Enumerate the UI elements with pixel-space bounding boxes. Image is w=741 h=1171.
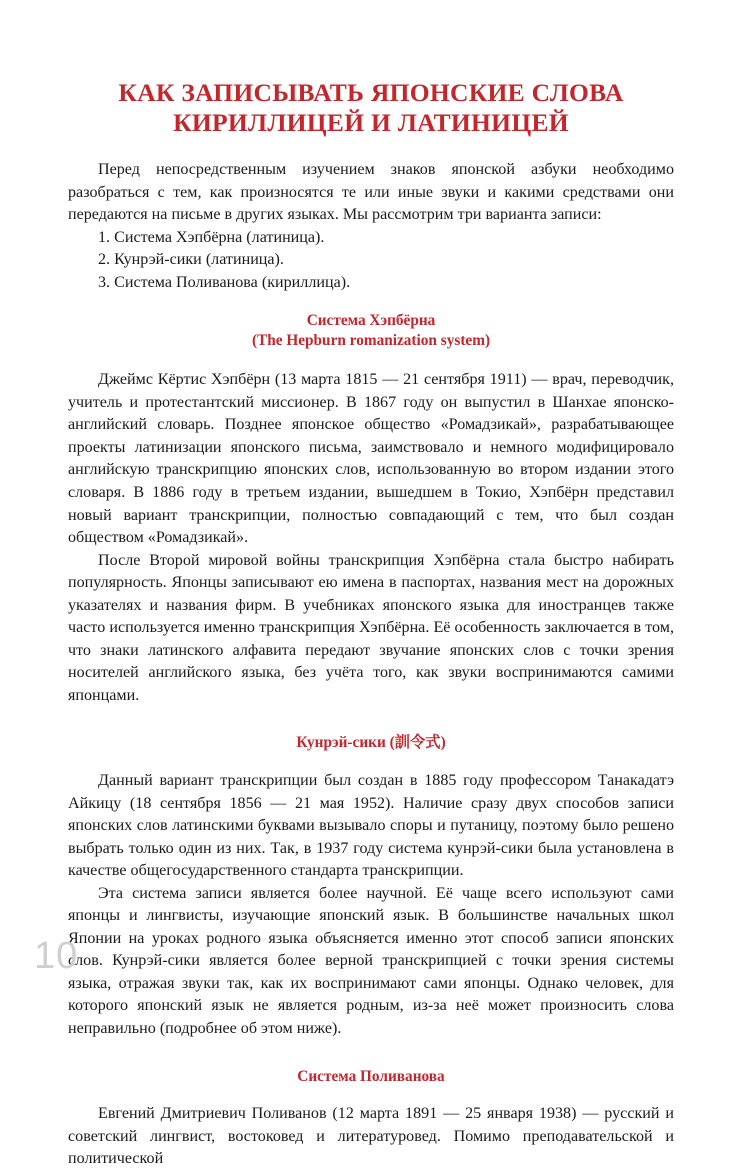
list-item: 3. Система Поливанова (кириллица). xyxy=(98,273,351,291)
spacer xyxy=(68,753,674,770)
section-heading-line-2: (The Hepburn romanization system) xyxy=(251,331,491,349)
page-title-line-1: КАК ЗАПИСЫВАТЬ ЯПОНСКИЕ СЛОВА xyxy=(118,78,624,107)
list-item: 2. Кунрэй-сики (латиница). xyxy=(98,251,284,269)
intro-paragraph: Перед непосредственным изучением знаков японской азбуки необходимо разобраться с тем, как произносятся те или иные звуки и какими средствами они передаются на письме в других языках. Мы рассмотрим три варианта записи: xyxy=(68,161,674,224)
kunrei-paragraph-2: Эта система записи является более научной. Её чаще всего используют сами японцы и лингвисты, изучающие японский язык. В большинстве начальных школ Японии на уроках родного языка объясняется именно этот способ записи японских слов. Кунрэй-сики является более верной транскрипцией с точки зрения системы языка, отражая звуки так, как их воспринимают сами японцы. Однако человек, для которого японский язык не является родным, из-за неё может произносить слова неправильно (подробнее об этом ниже). xyxy=(68,884,674,1037)
spacer xyxy=(68,350,674,369)
section-heading-line-1: Кунрэй-сики (訓令式) xyxy=(296,734,446,752)
kunrei-paragraph-1: Данный вариант транскрипции был создан в 1885 году профессором Танакадатэ Айкицу (18 сентября 1856 — 21 мая 1952). Наличие сразу двух способов записи японских слов латинскими буквами вызывало споры и путаницу, поэтому было решено выбрать только один из них. Так, в 1937 году система кунрэй-сики была установлена в качестве общегосударственного стандарта транскрипции. xyxy=(68,771,674,880)
hepburn-paragraph-1: Джеймс Кёртис Хэпбёрн (13 марта 1815 — 21 сентября 1911) — врач, переводчик, учитель и протестантский миссионер. В 1867 году он выпустил в Шанхае японско-английский словарь. Позднее японское общество «Ромадзикай», разрабатывающее проекты латинизации японского письма, заимствовало и немного модифицировало английскую транскрипцию японских слов, использованную во втором издании этого словаря. В 1886 году в третьем издании, вышедшем в Токио, Хэпбёрн представил новый вариант транскрипции, полностью совпадающий с тем, что был создан обществом «Ромадзикай». xyxy=(68,371,674,547)
hepburn-paragraph-2: После Второй мировой войны транскрипция Хэпбёрна стала быстро набирать популярность. Японцы записывают ею имена в паспортах, названия мест на дорожных указателях и названия фирм. В учебниках японского языка для иностранцев также часто используется именно транскрипция Хэпбёрна. Её особенность заключается в том, что знаки латинского алфавита передают звучание японских слов с точки зрения носителей английского языка, без учёта того, как звуки воспринимаются самими японцами. xyxy=(68,551,674,704)
section-heading-line-1: Система Поливанова xyxy=(297,1067,445,1085)
section-heading-line-1: Система Хэпбёрна xyxy=(306,312,436,330)
spacer xyxy=(68,1086,674,1103)
list-item: 1. Система Хэпбёрна (латиница). xyxy=(98,228,325,246)
polivanov-paragraph-1: Евгений Дмитриевич Поливанов (12 марта 1891 — 25 января 1938) — русский и советский лингвист, востоковед и литературовед. Помимо преподавательской и политической xyxy=(68,1105,674,1168)
page-title xyxy=(68,0,674,138)
page-number: 10 xyxy=(34,935,79,977)
section-heading-hepburn xyxy=(68,311,674,350)
page-content-column xyxy=(68,0,674,1171)
page-title-line-2: КИРИЛЛИЦЕЙ И ЛАТИНИЦЕЙ xyxy=(173,108,569,137)
section-heading-polivanov xyxy=(68,1067,674,1087)
section-heading-kunrei-shiki xyxy=(68,733,674,753)
